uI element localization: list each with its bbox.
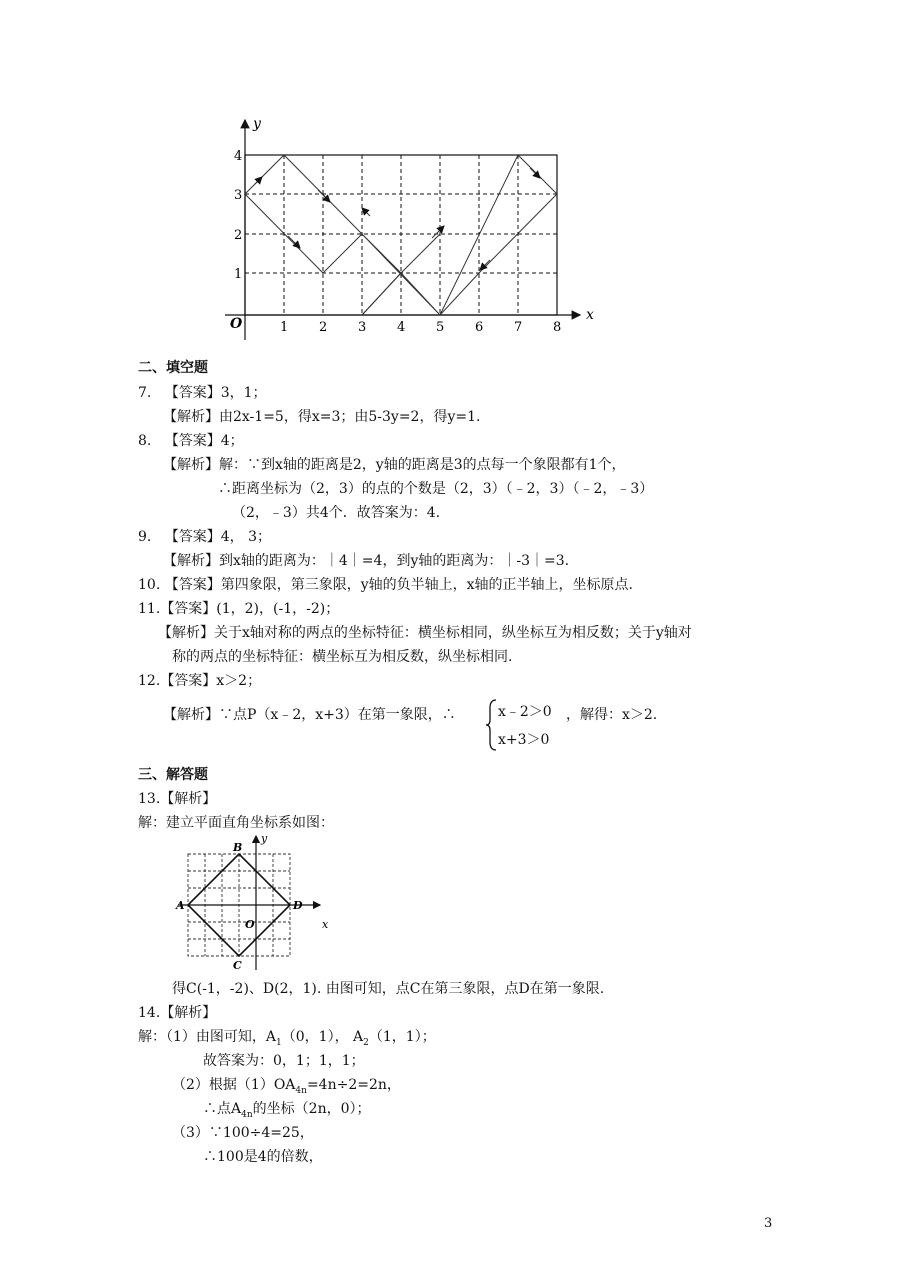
q14-part2-result: ∴点$A_{4n}$的坐标（2n，0）； [203,1101,371,1120]
q14-part1: 解：（1）由图可知，$A_1(0$，1）， $A_2(1$，1）； [138,1029,436,1048]
point-c-label: C [233,959,242,972]
q13-header: 13.【解析】 [138,791,217,807]
q9-analysis: 【解析】到x轴的距离为：｜4｜=4，到y轴的距离为：｜-3｜=3. [163,553,570,569]
origin-label: O [230,316,243,332]
q8-answer: 8. 【答案】4； [138,433,244,449]
q14-part2: （2）根据$(1)OA_{4n}=4n\div 2=2n$， [172,1077,401,1096]
svg-text:2: 2 [234,228,243,243]
grid-lines [245,155,557,315]
y-tick-labels [234,149,242,282]
q14-header: 14.【解析】 [138,1005,217,1021]
page-number: 3 [764,1216,773,1231]
q13-line1: 解：建立平面直角坐标系如图： [138,815,334,831]
q8-analysis-line2: ∴距离坐标为（2，3）的点的个数是（2，3）（﹣2，3）（﹣2，﹣3） [218,481,654,497]
q7-analysis: 【解析】由2x-1=5，得x=3；由5-3y=2，得y=1. [163,409,481,425]
x-tick-labels [280,320,561,335]
q14-part1-answer: 故答案为：0，1；1，1； [203,1053,365,1069]
svg-text:1: 1 [280,320,289,335]
q11-answer: 11.【答案】(1，2)，(-1，-2)； [138,601,340,617]
system-brace [484,698,498,752]
svg-text:6: 6 [475,320,484,335]
q8-analysis-line3: （2，﹣3）共4个．故答案为：4. [232,505,441,521]
origin-o-label: O [245,918,255,931]
q12-solution: ，解得：x＞2. [566,707,658,723]
q12-analysis: 【解析】∵点P（x﹣2，x+3）在第一象限，∴ [163,707,456,723]
q11-analysis-line1: 【解析】关于x轴对称的两点的坐标特征：横坐标相同，纵坐标互为相反数；关于y轴对 [158,625,692,641]
section-title-solve: 三、解答题 [138,767,208,783]
q12-inequality-1: x﹣2＞0 [498,704,552,720]
q11-analysis-line2: 称的两点的坐标特征：横坐标互为相反数，纵坐标相同. [172,649,513,665]
bounce-path-figure [220,112,600,347]
y-axis-label: y [253,116,261,132]
svg-text:7: 7 [514,320,523,335]
q14-part3: （3）∵100÷4=25， [172,1125,314,1141]
section-title-fill-blank: 二、填空题 [138,360,208,376]
point-a-label: A [176,899,185,912]
q14-part3-line2: ∴100是4的倍数， [203,1149,323,1165]
q8-analysis-line1: 【解析】解：∵到x轴的距离是2，y轴的距离是3的点每一个象限都有1个， [163,457,626,473]
q10-answer: 10. 【答案】第四象限，第三象限，y轴的负半轴上，x轴的正半轴上，坐标原点. [138,577,633,593]
x-axis-label: x [586,307,594,323]
svg-text:4: 4 [234,149,243,164]
x-axis-label-2: x [322,918,329,931]
square-coordinate-figure [172,832,332,977]
q12-inequality-2: x+3＞0 [498,732,550,748]
q9-answer: 9. 【答案】4， 3； [138,529,271,545]
svg-text:1: 1 [234,267,243,282]
svg-text:3: 3 [358,320,367,335]
q7-answer: 7. 【答案】3，1； [138,385,267,401]
point-b-label: B [233,841,243,854]
svg-text:3: 3 [234,188,243,203]
svg-text:5: 5 [436,320,445,335]
svg-text:4: 4 [397,320,406,335]
point-d-label: D [293,899,303,912]
q12-answer: 12.【答案】x＞2； [138,673,262,689]
svg-text:8: 8 [553,320,562,335]
svg-text:2: 2 [319,320,328,335]
y-axis-label-2: y [261,832,268,845]
q13-line2: 得C(-1，-2)、D(2，1). 由图可知，点C在第三象限，点D在第一象限. [172,981,605,997]
